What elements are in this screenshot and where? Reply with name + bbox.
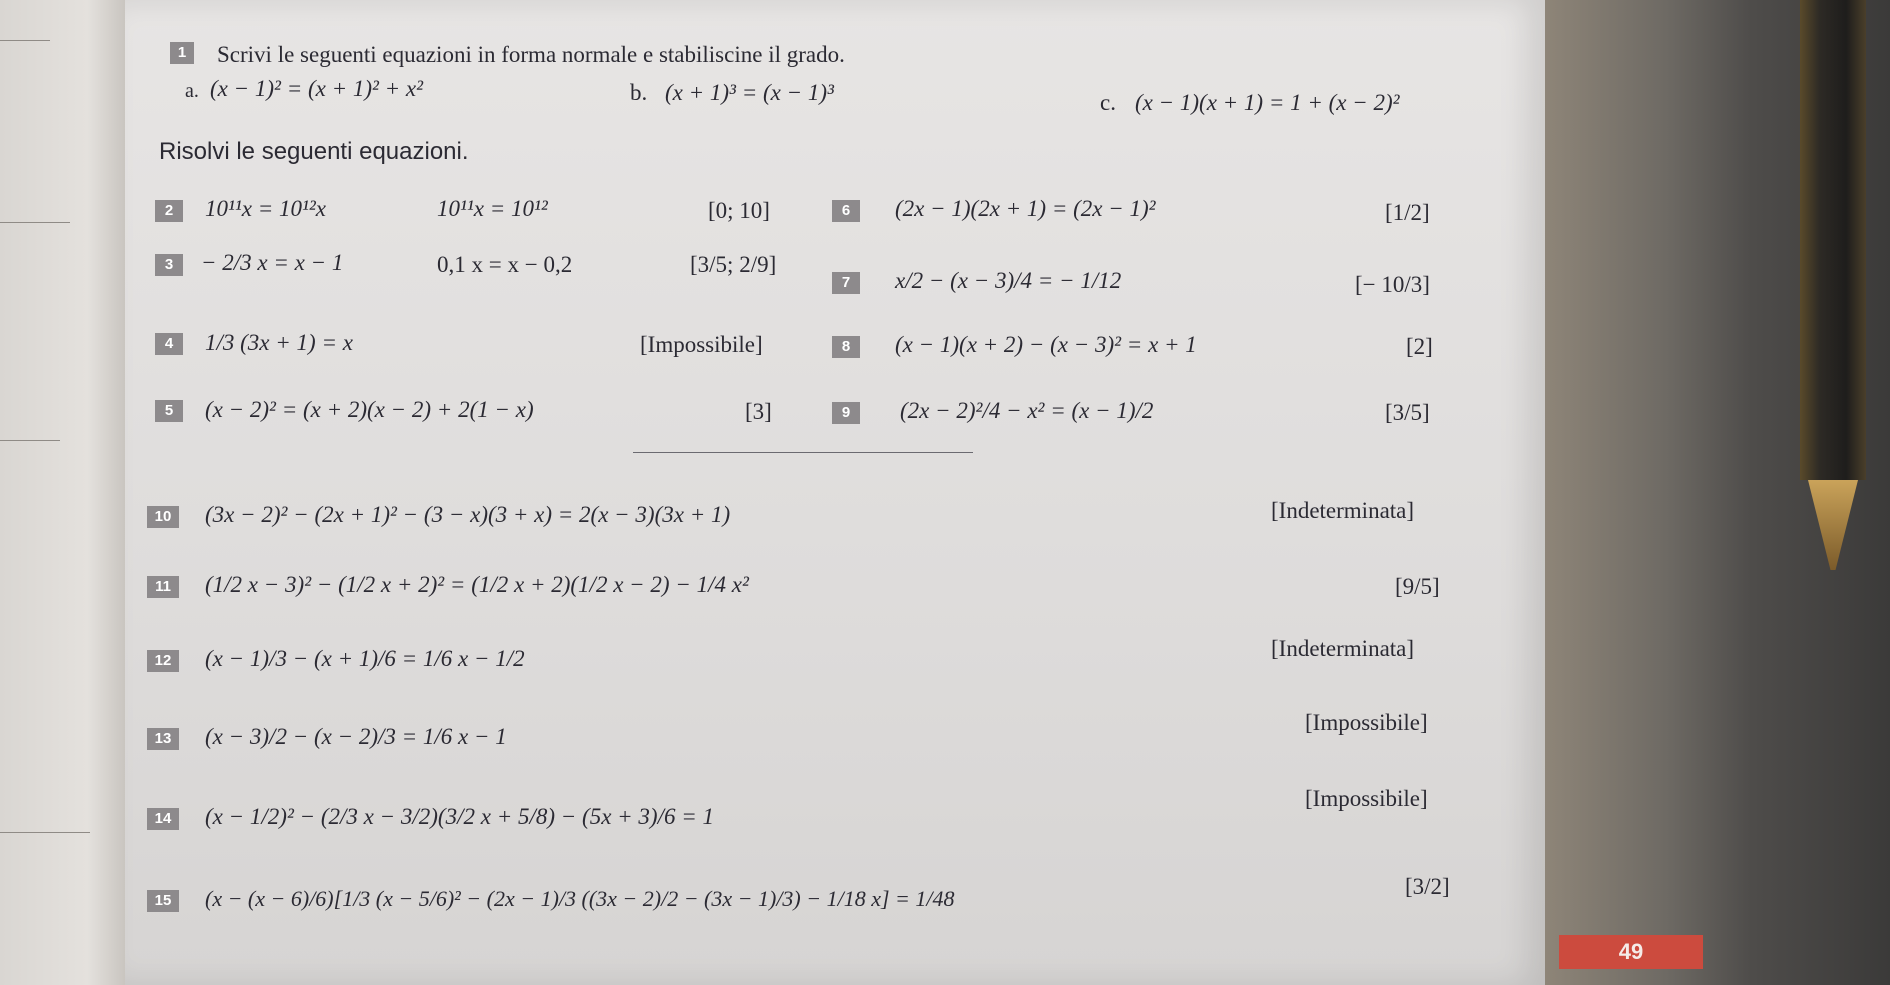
- exercise-number-badge: 2: [155, 200, 183, 222]
- divider: [0, 40, 50, 41]
- exercise-number-badge: 1: [170, 42, 194, 64]
- equation: (x − 1)(x + 1) = 1 + (x − 2)²: [1135, 90, 1400, 115]
- exercise-number-badge: 13: [147, 728, 179, 750]
- equation: − 2/3 x = x − 1: [201, 250, 344, 275]
- exercise-number-badge: 4: [155, 333, 183, 355]
- exercise-number-badge: 5: [155, 400, 183, 422]
- previous-page-edge: [0, 0, 125, 985]
- equation: x/2 − (x − 3)/4 = − 1/12: [895, 268, 1122, 293]
- answer: [Impossibile]: [1305, 710, 1428, 735]
- equation: (x − (x − 6)/6)[1/3 (x − 5/6)² − (2x − 1)/3 ((3x − 2)/2 − (3x − 1)/3) − 1/18 x] = 1/48: [205, 886, 955, 911]
- equation: (3x − 2)² − (2x + 1)² − (3 − x)(3 + x) = 2(x − 3)(3x + 1): [205, 502, 731, 527]
- divider: [0, 222, 70, 223]
- equation: 10¹¹x = 10¹²: [437, 196, 548, 221]
- equation: (x − 1)/3 − (x + 1)/6 = 1/6 x − 1/2: [205, 646, 525, 671]
- answer: [Impossibile]: [1305, 786, 1428, 811]
- answer: [Indeterminata]: [1271, 498, 1415, 523]
- answer: [3]: [745, 399, 772, 424]
- divider: [633, 452, 973, 453]
- equation: (x + 1)³ = (x − 1)³: [665, 80, 834, 105]
- pencil-body: [1800, 0, 1866, 480]
- equation: (1/2 x − 3)² − (1/2 x + 2)² = (1/2 x + 2)(1/2 x − 2) − 1/4 x²: [205, 572, 749, 597]
- equation: 0,1 x = x − 0,2: [437, 252, 573, 277]
- section-title: Risolvi le seguenti equazioni.: [159, 138, 469, 165]
- exercise-number-badge: 3: [155, 254, 183, 276]
- page-number: 49: [1559, 935, 1703, 969]
- answer: [Impossibile]: [640, 332, 763, 357]
- equation: (x − 1)² = (x + 1)² + x²: [210, 76, 424, 101]
- equation: 10¹¹x = 10¹²x: [205, 196, 327, 221]
- answer: [Indeterminata]: [1271, 636, 1415, 661]
- exercise-number-badge: 9: [832, 402, 860, 424]
- equation: (x − 3)/2 − (x − 2)/3 = 1/6 x − 1: [205, 724, 507, 749]
- exercise-number-badge: 10: [147, 506, 179, 528]
- answer: [3/2]: [1405, 874, 1450, 899]
- equation: (2x − 2)²/4 − x² = (x − 1)/2: [900, 398, 1154, 423]
- exercise-number-badge: 12: [147, 650, 179, 672]
- answer: [− 10/3]: [1355, 272, 1430, 297]
- equation: (x − 2)² = (x + 2)(x − 2) + 2(1 − x): [205, 397, 534, 422]
- item-label: b.: [630, 80, 648, 105]
- equation: 1/3 (3x + 1) = x: [205, 330, 353, 355]
- equation: (x − 1/2)² − (2/3 x − 3/2)(3/2 x + 5/8) − (5x + 3)/6 = 1: [205, 804, 714, 829]
- divider: [0, 440, 60, 441]
- answer: [0; 10]: [708, 198, 770, 223]
- exercise-number-badge: 14: [147, 808, 179, 830]
- answer: [3/5]: [1385, 400, 1430, 425]
- item-label: c.: [1100, 90, 1116, 115]
- answer: [9/5]: [1395, 574, 1440, 599]
- exercise-number-badge: 6: [832, 200, 860, 222]
- exercise-instruction: Scrivi le seguenti equazioni in forma normale e stabiliscine il grado.: [217, 42, 845, 67]
- textbook-page: [125, 0, 1644, 985]
- divider: [0, 832, 90, 833]
- answer: [3/5; 2/9]: [690, 252, 777, 277]
- exercise-number-badge: 11: [147, 576, 179, 598]
- exercise-number-badge: 7: [832, 272, 860, 294]
- exercise-number-badge: 15: [147, 890, 179, 912]
- exercise-number-badge: 8: [832, 336, 860, 358]
- answer: [1/2]: [1385, 200, 1430, 225]
- equation: (x − 1)(x + 2) − (x − 3)² = x + 1: [895, 332, 1197, 357]
- item-label: a.: [185, 80, 199, 102]
- answer: [2]: [1406, 334, 1433, 359]
- equation: (2x − 1)(2x + 1) = (2x − 1)²: [895, 196, 1156, 221]
